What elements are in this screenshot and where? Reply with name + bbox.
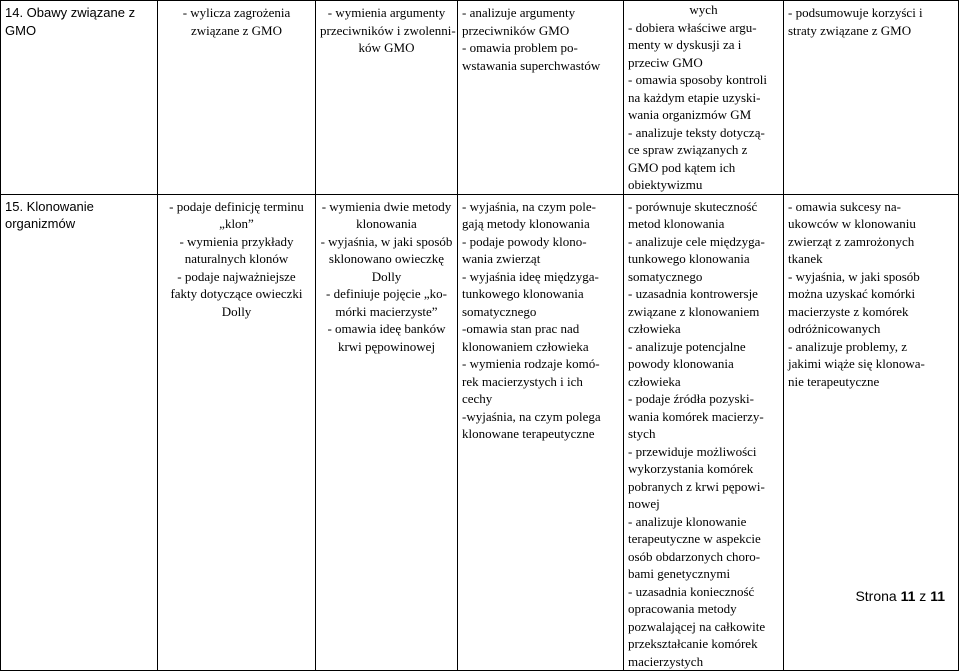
requirements-cell: - wymienia dwie metody klonowania - wyjaśnia, w jaki sposób sklonowano owieczkę Dolly - definiuje pojęcie „ko- mórki macierzyste” - omawia ideę banków krwi pępowinowej (316, 194, 458, 671)
requirements-cell: - analizuje argumenty przeciwników GMO - omawia problem po- wstawania superchwastów (458, 1, 624, 195)
page-number (855, 588, 945, 604)
page-separator: z (919, 588, 927, 604)
requirements-cell: - porównuje skuteczność metod klonowania - analizuje cele międzyga- tunkowego klonowania somatycznego - uzasadnia kontrowersje związane z klonowaniem człowieka - analizuje potencjalne powody klonowania człowieka - podaje źródła pozyski- wania komórek macierzy- stych - przewiduje możliwości wykorzystania komórek pobranych z krwi pępowi- nowej - analizuje klonowanie terapeutyczne w aspekcie osób obdarzonych choro- bami genetycznymi - uzasadnia konieczność opracowania metody pozwalającej na całkowite przekształcanie komórek macierzystych (624, 194, 784, 671)
current-page: 11 (900, 588, 916, 604)
requirements-cell: - podsumowuje korzyści i straty związane z GMO (784, 1, 959, 195)
table-row (1, 1, 959, 195)
requirements-cell: - wyjaśnia, na czym pole- gają metody klonowania - podaje powody klono- wania zwierząt - wyjaśnia ideę międzyga- tunkowego klonowania somatycznego -omawia stan prac nad klonowaniem człowieka - wymienia rodzaje komó- rek macierzystych i ich cechy -wyjaśnia, na czym polega klonowane terapeutyczne (458, 194, 624, 671)
table-row (1, 194, 959, 671)
topic-cell: 15. Klonowanie organizmów (1, 194, 158, 671)
topic-cell: 14. Obawy związane z GMO (1, 1, 158, 195)
requirements-cell: - omawia sukcesy na- ukowców w klonowaniu zwierząt z zamrożonych tkanek - wyjaśnia, w jaki sposób można uzyskać komórki macierzyste z komórek odróżnicowanych - analizuje problemy, z jakimi wiąże się klonowa- nie terapeutyczne (784, 194, 959, 671)
requirements-cell: - podaje definicję terminu „klon” - wymienia przykłady naturalnych klonów - podaje najważniejsze fakty dotyczące owieczki Dolly (158, 194, 316, 671)
total-pages: 11 (930, 588, 945, 604)
page-label: Strona (855, 588, 897, 604)
requirements-cell: - wylicza zagrożenia związane z GMO (158, 1, 316, 195)
requirements-cell: - wymienia argumenty przeciwników i zwolenni- ków GMO (316, 1, 458, 195)
requirements-cell: wych - dobiera właściwe argu- menty w dyskusji za i przeciw GMO - omawia sposoby kontroli na każdym etapie uzyski- wania organizmów GM - analizuje teksty dotyczą- ce spraw związanych z GMO pod kątem ich obiektywizmu (624, 1, 784, 195)
